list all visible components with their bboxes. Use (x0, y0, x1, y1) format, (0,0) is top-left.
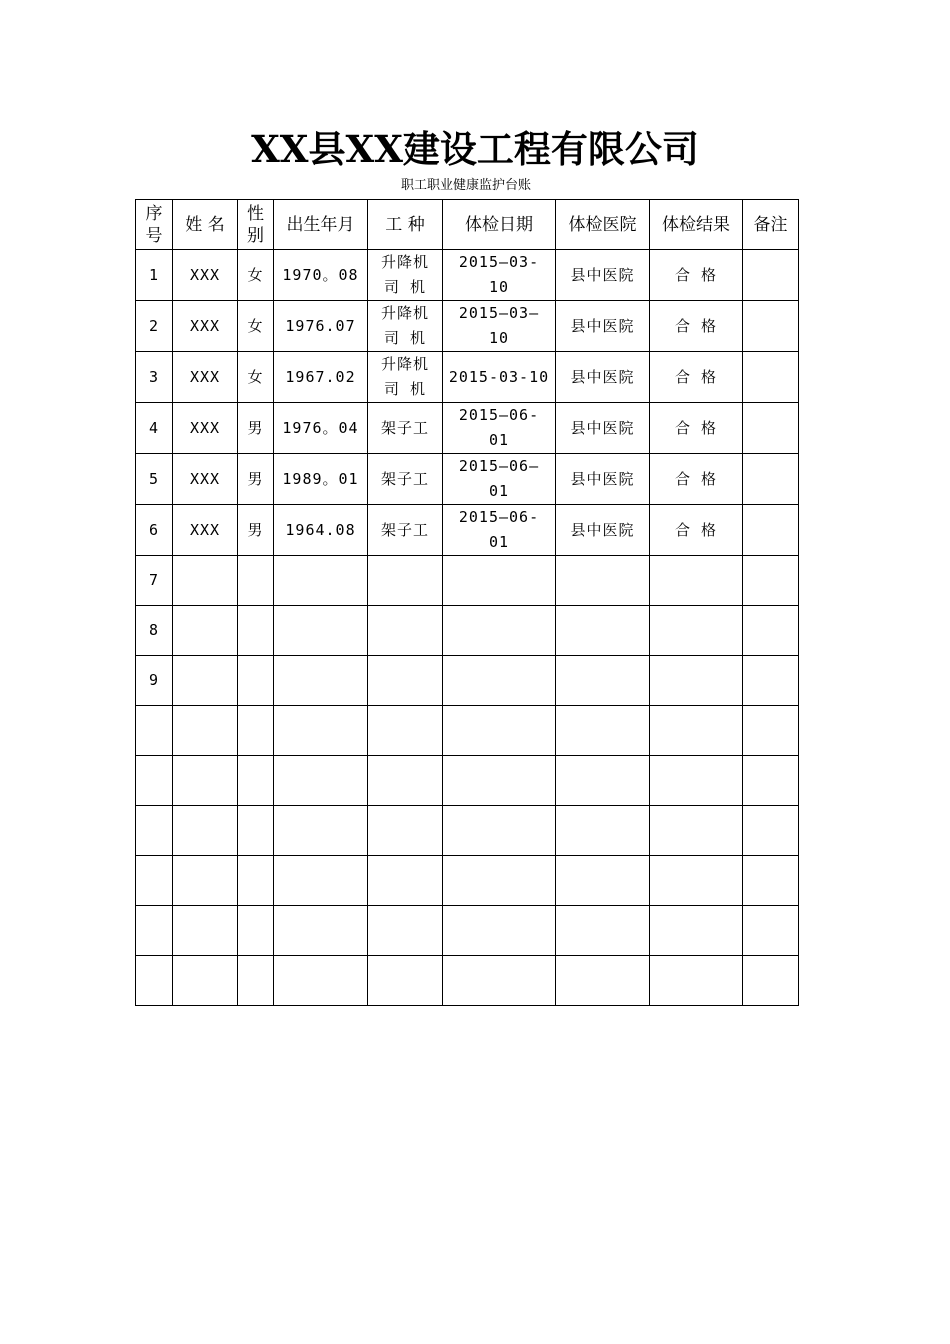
table-row (136, 856, 799, 906)
cell-result (650, 956, 743, 1006)
cell-seq: 1 (136, 250, 173, 301)
cell-job (368, 250, 443, 301)
table-row (136, 656, 799, 706)
cell-job (368, 454, 443, 505)
cell-seq (136, 706, 173, 756)
cell-gender: 男 (238, 403, 274, 454)
cell-name (173, 556, 238, 606)
cell-result (650, 656, 743, 706)
cell-exam-date-line2: 10 (488, 278, 510, 296)
header-name: 姓 名 (173, 200, 238, 250)
cell-name: XXX (173, 352, 238, 403)
table-row (136, 403, 799, 454)
cell-hospital (556, 906, 650, 956)
cell-birth (274, 756, 368, 806)
cell-remark (743, 906, 799, 956)
cell-job-line2: 司 机 (383, 380, 427, 398)
cell-exam-date (443, 505, 556, 556)
cell-remark (743, 956, 799, 1006)
cell-exam-date-line2: 10 (488, 329, 510, 347)
cell-birth: 1976.07 (274, 301, 368, 352)
cell-gender: 女 (238, 301, 274, 352)
cell-remark (743, 606, 799, 656)
cell-gender (238, 606, 274, 656)
cell-job-line2: 司 机 (383, 329, 427, 347)
cell-seq: 9 (136, 656, 173, 706)
cell-exam-date (443, 656, 556, 706)
table-row (136, 454, 799, 505)
cell-job (368, 956, 443, 1006)
cell-job-line1: 升降机 (380, 355, 429, 373)
cell-job (368, 756, 443, 806)
cell-result (650, 556, 743, 606)
cell-exam-date-line1: 2015—06— (458, 457, 540, 475)
cell-exam-date-line1: 2015—03— (458, 304, 540, 322)
cell-job (368, 301, 443, 352)
table-row (136, 606, 799, 656)
cell-job-line1: 升降机 (380, 304, 429, 322)
cell-remark (743, 556, 799, 606)
cell-hospital (556, 556, 650, 606)
cell-exam-date (443, 606, 556, 656)
cell-exam-date (443, 403, 556, 454)
cell-name (173, 606, 238, 656)
cell-hospital (556, 806, 650, 856)
cell-seq (136, 806, 173, 856)
cell-remark (743, 706, 799, 756)
cell-birth: 1967.02 (274, 352, 368, 403)
cell-birth: 1964.08 (274, 505, 368, 556)
cell-job-line1: 架子工 (380, 520, 429, 539)
cell-hospital: 县中医院 (556, 352, 650, 403)
cell-birth (274, 956, 368, 1006)
cell-birth (274, 706, 368, 756)
cell-exam-date-line1: 2015—06- (458, 406, 540, 424)
cell-exam-date (443, 301, 556, 352)
header-gender (238, 200, 274, 250)
cell-seq: 2 (136, 301, 173, 352)
cell-hospital: 县中医院 (556, 250, 650, 301)
cell-exam-date (443, 352, 556, 403)
cell-birth (274, 656, 368, 706)
company-title: XX县XX建设工程有限公司 (251, 127, 699, 171)
cell-exam-date-line2: 01 (488, 482, 510, 500)
cell-hospital (556, 606, 650, 656)
cell-gender: 女 (238, 352, 274, 403)
cell-name (173, 856, 238, 906)
cell-remark (743, 301, 799, 352)
cell-gender (238, 956, 274, 1006)
cell-job-line2: 司 机 (383, 278, 427, 296)
document-subtitle: 职工职业健康监护台账 (400, 178, 531, 193)
cell-exam-date (443, 706, 556, 756)
cell-birth (274, 906, 368, 956)
cell-name (173, 956, 238, 1006)
cell-job-line1: 架子工 (380, 418, 429, 437)
table-row (136, 301, 799, 352)
cell-result (650, 706, 743, 756)
cell-seq (136, 956, 173, 1006)
table-row (136, 556, 799, 606)
cell-hospital (556, 756, 650, 806)
cell-name (173, 906, 238, 956)
cell-hospital (556, 656, 650, 706)
table-row (136, 906, 799, 956)
table-row (136, 352, 799, 403)
cell-name (173, 656, 238, 706)
cell-remark (743, 403, 799, 454)
cell-job-line1: 升降机 (380, 253, 429, 271)
health-ledger-table (135, 199, 799, 1006)
cell-name (173, 706, 238, 756)
cell-result: 合 格 (650, 352, 743, 403)
cell-name (173, 806, 238, 856)
cell-seq: 8 (136, 606, 173, 656)
cell-exam-date-line1: 2015-03-10 (448, 367, 550, 386)
cell-exam-date-line2: 01 (488, 533, 510, 551)
header-seq (136, 200, 173, 250)
cell-result: 合 格 (650, 301, 743, 352)
cell-remark (743, 756, 799, 806)
cell-remark (743, 656, 799, 706)
cell-gender (238, 906, 274, 956)
header-exam-date: 体检日期 (443, 200, 556, 250)
cell-hospital: 县中医院 (556, 403, 650, 454)
cell-name (173, 756, 238, 806)
cell-remark (743, 856, 799, 906)
cell-result (650, 906, 743, 956)
cell-remark (743, 454, 799, 505)
cell-gender (238, 756, 274, 806)
cell-exam-date (443, 856, 556, 906)
cell-hospital (556, 856, 650, 906)
table-row (136, 250, 799, 301)
cell-job (368, 606, 443, 656)
cell-hospital: 县中医院 (556, 301, 650, 352)
cell-result: 合 格 (650, 250, 743, 301)
cell-remark (743, 250, 799, 301)
cell-job (368, 656, 443, 706)
cell-hospital (556, 706, 650, 756)
header-birth: 出生年月 (274, 200, 368, 250)
cell-birth (274, 856, 368, 906)
cell-result (650, 756, 743, 806)
table-row (136, 505, 799, 556)
cell-seq: 6 (136, 505, 173, 556)
cell-gender (238, 556, 274, 606)
cell-result: 合 格 (650, 454, 743, 505)
cell-gender (238, 856, 274, 906)
cell-exam-date (443, 556, 556, 606)
cell-exam-date (443, 250, 556, 301)
cell-seq: 4 (136, 403, 173, 454)
cell-birth (274, 806, 368, 856)
cell-result: 合 格 (650, 505, 743, 556)
cell-seq: 5 (136, 454, 173, 505)
cell-exam-date-line1: 2015—03- (458, 253, 540, 271)
cell-job (368, 706, 443, 756)
cell-job (368, 906, 443, 956)
cell-job-line1: 架子工 (380, 469, 429, 488)
cell-hospital (556, 956, 650, 1006)
cell-job (368, 806, 443, 856)
cell-exam-date (443, 756, 556, 806)
header-result: 体检结果 (650, 200, 743, 250)
cell-seq: 3 (136, 352, 173, 403)
cell-result (650, 856, 743, 906)
header-seq-line1: 序 (145, 203, 163, 224)
cell-job (368, 403, 443, 454)
table-row (136, 956, 799, 1006)
cell-seq (136, 856, 173, 906)
cell-remark (743, 505, 799, 556)
table-row (136, 756, 799, 806)
cell-seq (136, 756, 173, 806)
cell-exam-date (443, 454, 556, 505)
cell-seq: 7 (136, 556, 173, 606)
cell-exam-date-line1: 2015—06- (458, 508, 540, 526)
cell-job (368, 505, 443, 556)
cell-remark (743, 806, 799, 856)
cell-exam-date (443, 906, 556, 956)
cell-hospital: 县中医院 (556, 454, 650, 505)
cell-name: XXX (173, 403, 238, 454)
cell-name: XXX (173, 454, 238, 505)
header-hospital: 体检医院 (556, 200, 650, 250)
header-row (136, 200, 799, 250)
header-seq-line2: 号 (145, 225, 163, 246)
cell-gender (238, 706, 274, 756)
cell-gender: 女 (238, 250, 274, 301)
cell-remark (743, 352, 799, 403)
table-row (136, 806, 799, 856)
cell-name: XXX (173, 250, 238, 301)
cell-job (368, 856, 443, 906)
cell-result: 合 格 (650, 403, 743, 454)
cell-name: XXX (173, 505, 238, 556)
table-body (136, 250, 799, 1006)
cell-gender (238, 656, 274, 706)
cell-result (650, 606, 743, 656)
cell-hospital: 县中医院 (556, 505, 650, 556)
cell-birth: 1976。04 (274, 403, 368, 454)
cell-exam-date (443, 956, 556, 1006)
cell-birth (274, 606, 368, 656)
cell-job (368, 352, 443, 403)
header-job: 工 种 (368, 200, 443, 250)
table-row (136, 706, 799, 756)
cell-birth (274, 556, 368, 606)
cell-gender: 男 (238, 454, 274, 505)
cell-result (650, 806, 743, 856)
cell-gender (238, 806, 274, 856)
cell-birth: 1970。08 (274, 250, 368, 301)
header-remark: 备注 (743, 200, 799, 250)
cell-gender: 男 (238, 505, 274, 556)
cell-birth: 1989。01 (274, 454, 368, 505)
cell-exam-date (443, 806, 556, 856)
header-gender-line2: 别 (247, 225, 264, 246)
cell-seq (136, 906, 173, 956)
cell-name: XXX (173, 301, 238, 352)
cell-job (368, 556, 443, 606)
header-gender-line1: 性 (247, 203, 264, 224)
cell-exam-date-line2: 01 (488, 431, 510, 449)
